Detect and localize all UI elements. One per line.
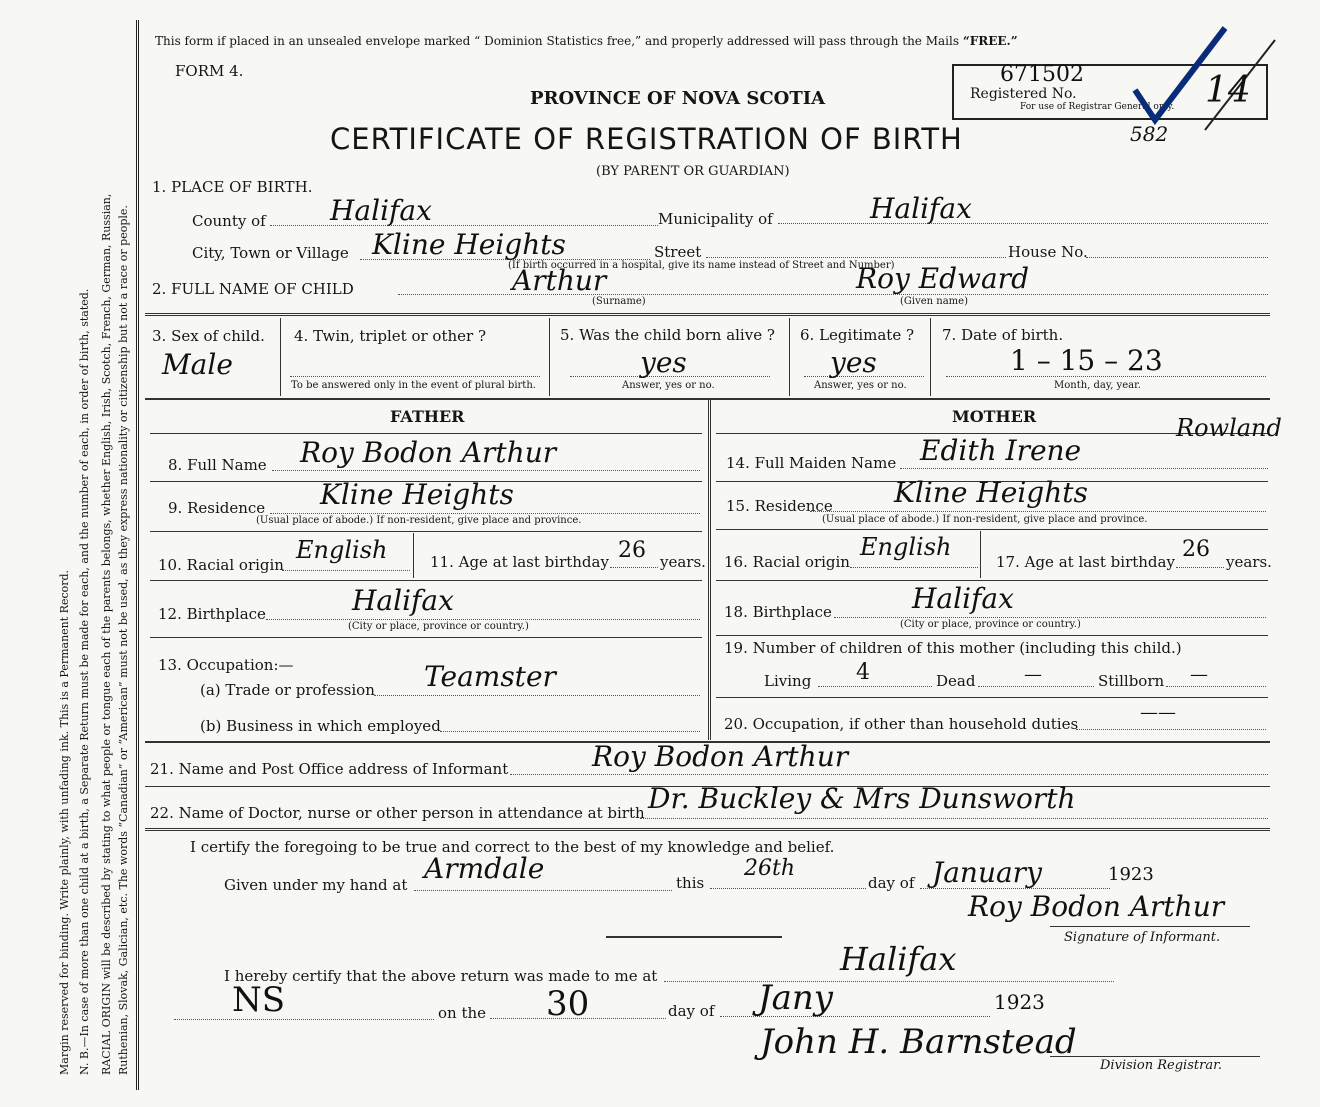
registrar-text: I hereby certify that the above return was made to me at: [224, 967, 658, 985]
stillborn-value: —: [1190, 664, 1208, 685]
father-birthplace-note: (City or place, province or country.): [348, 621, 529, 632]
father-occupation-label: 13. Occupation:—: [158, 656, 294, 674]
father-residence-note: (Usual place of abode.) If non-resident, give place and province.: [256, 515, 582, 526]
margin-note-1: Margin reserved for binding. Write plainly, with unfading ink. This is a Permanent Record.: [58, 569, 71, 1075]
alive-note: Answer, yes or no.: [622, 380, 715, 391]
dob-note: Month, day, year.: [1054, 380, 1141, 391]
form-number: FORM 4.: [175, 62, 244, 80]
registrar-place: Halifax: [840, 940, 957, 978]
sex-label: 3. Sex of child.: [152, 327, 265, 345]
given-under-label: Given under my hand at: [224, 876, 408, 894]
father-birthplace-value: Halifax: [352, 584, 454, 617]
mother-age-label: 17. Age at last birthday: [996, 553, 1175, 571]
stillborn-label: Stillborn: [1098, 672, 1165, 690]
legitimate-note: Answer, yes or no.: [814, 380, 907, 391]
mother-birthplace-value: Halifax: [912, 582, 1014, 615]
surname-note: (Surname): [592, 296, 646, 307]
mail-note: [155, 34, 1018, 48]
registrar-signature: John H. Barnstead: [760, 1022, 1077, 1062]
twin-label: 4. Twin, triplet or other ?: [294, 327, 486, 345]
street-label: Street: [654, 243, 702, 261]
children-count-label: 19. Number of children of this mother (including this child.): [724, 639, 1182, 657]
mail-note-text: This form if placed in an unsealed envelope marked “ Dominion Statistics free,” and properly addressed will pass through the Mails: [155, 34, 959, 48]
mother-birthplace-note: (City or place, province or country.): [900, 619, 1081, 630]
registrar-year: 1923: [994, 990, 1045, 1014]
county-label: County of: [192, 212, 266, 230]
alive-label: 5. Was the child born alive ?: [560, 326, 775, 344]
dead-value: —: [1024, 664, 1042, 685]
mother-maiden-surname: Rowland: [1176, 414, 1282, 442]
margin-note-3: RACIAL ORIGIN will be described by stating to what people or tongue each of the parents belongs, whether English, Irish, Scotch, French, German, Russian,: [100, 193, 113, 1075]
informant-value: Roy Bodon Arthur: [592, 740, 849, 773]
mother-name-label: 14. Full Maiden Name: [726, 454, 897, 472]
division-registrar-label: Division Registrar.: [1100, 1058, 1222, 1073]
informant-label: 21. Name and Post Office address of Informant: [150, 760, 509, 778]
business-label: (b) Business in which employed: [200, 717, 441, 735]
child-given-name: Roy Edward: [856, 262, 1029, 295]
margin-note-4: Ruthenian, Slovak, Galician, etc. The words “Canadian” or “American” must not be used, as they express nationality or citizenship but not a race or people.: [117, 205, 130, 1075]
child-name-label: 2. FULL NAME OF CHILD: [152, 280, 354, 298]
province-title: PROVINCE OF NOVA SCOTIA: [530, 88, 826, 109]
certify-month: January: [932, 856, 1042, 889]
informant-signature: Roy Bodon Arthur: [968, 890, 1225, 923]
informant-signature-label: Signature of Informant.: [1064, 930, 1221, 945]
living-label: Living: [764, 672, 812, 690]
hospital-note: (If birth occurred in a hospital, give its name instead of Street and Number): [508, 260, 895, 271]
mother-birthplace-label: 18. Birthplace: [724, 603, 832, 621]
page-title: CERTIFICATE OF REGISTRATION OF BIRTH: [330, 122, 963, 156]
mother-residence-value: Kline Heights: [894, 476, 1088, 509]
mother-occupation-value: ——: [1140, 702, 1176, 723]
certify-year: 1923: [1108, 864, 1154, 885]
mother-race-label: 16. Racial origin: [724, 553, 850, 571]
father-name-value: Roy Bodon Arthur: [300, 436, 557, 469]
city-value: Kline Heights: [372, 228, 566, 261]
mother-race-value: English: [860, 533, 952, 561]
mother-residence-note: (Usual place of abode.) If non-resident, give place and province.: [822, 514, 1148, 525]
father-name-label: 8. Full Name: [168, 456, 267, 474]
father-race-value: English: [296, 536, 388, 564]
mother-name-value: Edith Irene: [920, 434, 1082, 467]
father-residence-label: 9. Residence: [168, 499, 266, 517]
mother-heading: MOTHER: [952, 407, 1037, 426]
dob-label: 7. Date of birth.: [942, 326, 1064, 344]
twin-note: To be answered only in the event of plural birth.: [291, 380, 536, 391]
certify-place: Armdale: [424, 852, 545, 885]
subtitle: (BY PARENT OR GUARDIAN): [596, 164, 790, 179]
father-heading: FATHER: [390, 407, 465, 426]
margin-note-2: N. B.—In case of more than one child at a birth, a Separate Return must be made for each, and the number of each, in order of birth, stated.: [78, 288, 91, 1075]
trade-label: (a) Trade or profession: [200, 681, 375, 699]
registered-label: Registered No.: [970, 86, 1077, 102]
municipality-label: Municipality of: [658, 210, 773, 228]
registrar-day: 30: [546, 984, 590, 1024]
certify-text: I certify the foregoing to be true and correct to the best of my knowledge and belief.: [190, 838, 835, 856]
certify-day: 26th: [744, 856, 796, 881]
mother-age-value: 26: [1182, 537, 1210, 562]
father-age-value: 26: [618, 538, 646, 563]
day-of-label: day of: [868, 874, 915, 892]
registered-number: 671502: [1000, 62, 1084, 87]
county-value: Halifax: [330, 194, 432, 227]
dob-value: 1 – 15 – 23: [1010, 344, 1163, 377]
father-race-label: 10. Racial origin: [158, 556, 284, 574]
trade-value: Teamster: [424, 660, 556, 693]
legitimate-label: 6. Legitimate ?: [800, 326, 915, 344]
father-age-label: 11. Age at last birthday: [430, 553, 609, 571]
alive-value: yes: [640, 346, 687, 379]
mother-age-unit: years.: [1226, 553, 1272, 571]
mother-occupation-label: 20. Occupation, if other than household duties: [724, 715, 1079, 733]
dead-label: Dead: [936, 672, 976, 690]
registrar-month: Jany: [758, 978, 834, 1018]
registrar-day-of-label: day of: [668, 1002, 715, 1020]
child-surname: Arthur: [512, 264, 607, 297]
city-label: City, Town or Village: [192, 244, 349, 262]
legitimate-value: yes: [830, 346, 877, 379]
binding-line: [136, 20, 139, 1090]
registrar-general-note: For use of Registrar General only.: [1020, 102, 1175, 112]
mother-residence-label: 15. Residence: [726, 497, 833, 515]
doctor-value: Dr. Buckley & Mrs Dunsworth: [648, 782, 1076, 815]
free-text: “FREE.”: [962, 34, 1018, 48]
on-the-label: on the: [438, 1004, 487, 1022]
registrar-mark: NS: [232, 980, 286, 1020]
house-label: House No.: [1008, 243, 1088, 261]
place-heading: 1. PLACE OF BIRTH.: [152, 178, 313, 196]
given-name-note: (Given name): [900, 296, 968, 307]
doctor-label: 22. Name of Doctor, nurse or other person in attendance at birth: [150, 804, 645, 822]
this-label: this: [676, 874, 705, 892]
crossed-number: 582: [1130, 122, 1169, 146]
father-residence-value: Kline Heights: [320, 478, 514, 511]
registrar-tally: 14: [1205, 70, 1251, 111]
father-birthplace-label: 12. Birthplace: [158, 605, 266, 623]
sex-value: Male: [162, 348, 233, 381]
municipality-value: Halifax: [870, 192, 972, 225]
father-age-unit: years.: [660, 553, 706, 571]
living-value: 4: [856, 660, 870, 685]
